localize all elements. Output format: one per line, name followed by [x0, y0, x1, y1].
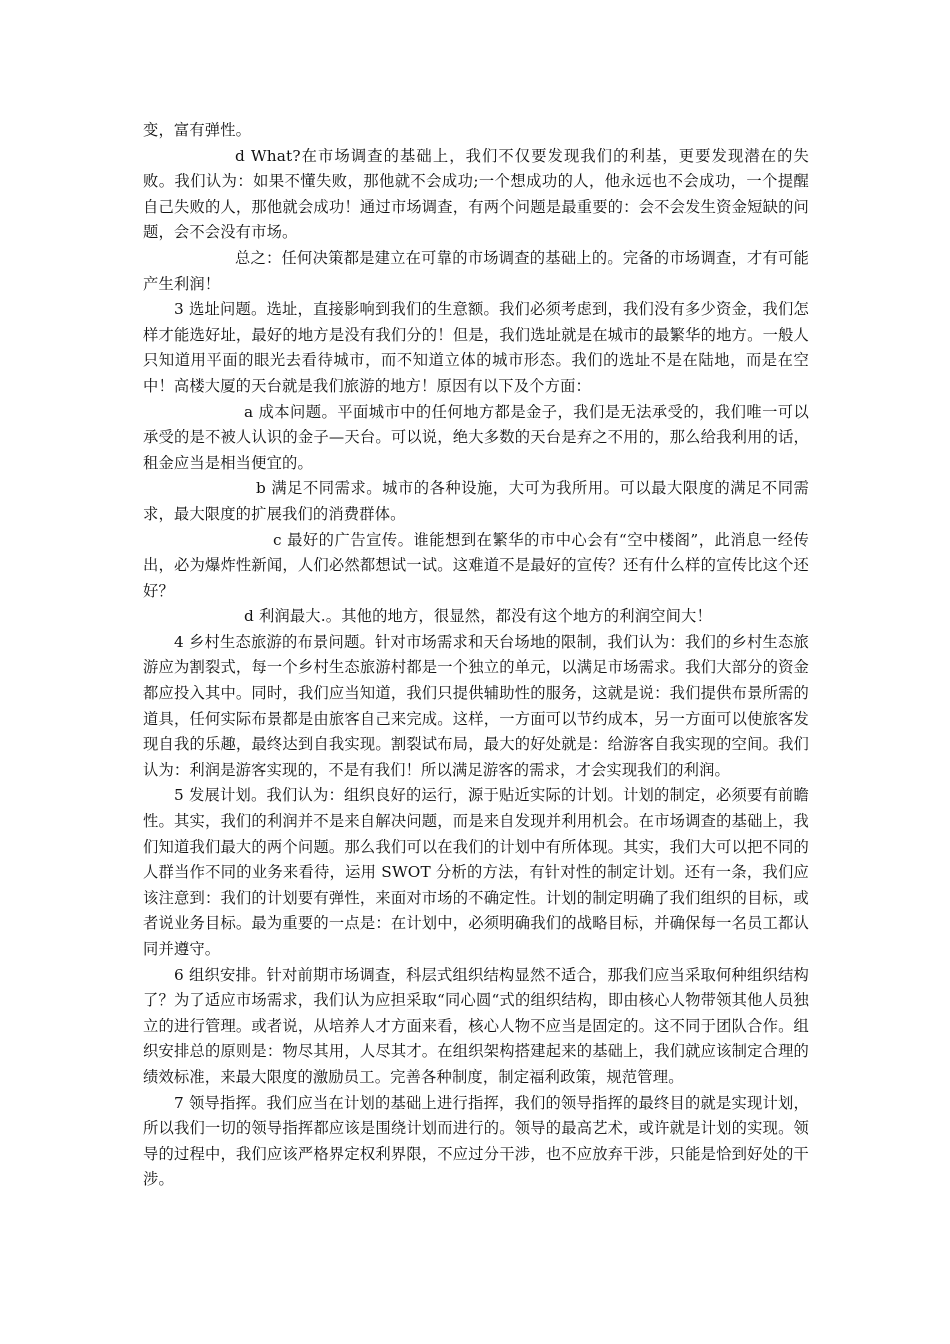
paragraph-rural-layout: 4 乡村生态旅游的布景问题。针对市场需求和天台场地的限制，我们认为：我们的乡村生态旅游应为割裂式，每一个乡村生态旅游村都是一个独立的单元，以满足市场需求。我们大部分的资金都应投入其中。同时，我们应当知道，我们只提供辅助性的服务，这就是说：我们提供布景所需的道具，任何实际布景都是由旅客自己来完成。这样，一方面可以节约成本，另一方面可以使旅客发现自我的乐趣，最终达到自我实现。割裂试布局，最大的好处就是：给游客自我实现的空间。我们认为：利润是游客实现的，不是有我们！所以满足游客的需求，才会实现我们的利润。: [143, 632, 809, 779]
paragraph-cost-issue: a 成本问题。平面城市中的任何地方都是金子，我们是无法承受的，我们唯一可以承受的是不被人认识的金子—天台。可以说，绝大多数的天台是弃之不用的，那么给我利用的话，租金应当是相当便宜的。: [143, 402, 809, 472]
paragraph-leadership: 7 领导指挥。我们应当在计划的基础上进行指挥，我们的领导指挥的最终目的就是实现计划，所以我们一切的领导指挥都应该是围绕计划而进行的。领导的最高艺术，或许就是计划的实现。领导的过程中，我们应该严格界定权利界限，不应过分干涉，也不应放弃干涉，只能是恰到好处的干涉。: [143, 1093, 809, 1189]
paragraph-development-plan: 5 发展计划。我们认为：组织良好的运行，源于贴近实际的计划。计划的制定，必须要有前瞻性。其实，我们的利润并不是来自解决问题，而是来自发现并利用机会。在市场调查的基础上，我们知道我们最大的两个问题。那么我们可以在我们的计划中有所体现。其实，我们大可以把不同的人群当作不同的业务来看待，运用 SWOT 分析的方法，有针对性的制定计划。还有一条，我们应该注意到：我们的计划要有弹性，来面对市场的不确定性。计划的制定明确了我们组织的目标，或者说业务目标。最为重要的一点是：在计划中，必须明确我们的战略目标，并确保每一名员工都认同并遵守。: [143, 786, 809, 958]
paragraph-max-profit: d 利润最大.。其他的地方，很显然，都没有这个地方的利润空间大！: [244, 607, 712, 626]
paragraph-site-selection: 3 选址问题。选址，直接影响到我们的生意额。我们必须考虑到，我们没有多少资金，我们怎样才能选好址，最好的地方是没有我们分的！但是，我们选址就是在城市的最繁华的地方。一般人只知道用平面的眼光去看待城市，而不知道立体的城市形态。我们的选址不是在陆地，而是在空中！高楼大厦的天台就是我们旅游的地方！原因有以下及个方面：: [143, 300, 809, 395]
paragraph-summary: 总之：任何决策都是建立在可靠的市场调查的基础上的。完备的市场调查，才有可能产生利润！: [143, 248, 809, 293]
paragraph-advertising: c 最好的广告宣传。谁能想到在繁华的市中心会有“空中楼阁”，此消息一经传出，必为爆炸性新闻，人们必然都想试一试。这难道不是最好的宣传？还有什么样的宣传比这个还好？: [143, 530, 809, 600]
paragraph-meet-needs: b 满足不同需求。城市的各种设施，大可为我所用。可以最大限度的满足不同需求，最大限度的扩展我们的消费群体。: [143, 479, 809, 523]
paragraph-continuation: 变，富有弹性。: [143, 121, 252, 139]
paragraph-d-what: d What?在市场调查的基础上，我们不仅要发现我们的利基，更要发现潜在的失败。我们认为：如果不懂失败，那他就不会成功;一个想成功的人，他永远也不会成功，一个提醒自己失败的人，那他就会成功！通过市场调查，有两个问题是最重要的：会不会发生资金短缺的问题，会不会没有市场。: [143, 146, 809, 242]
paragraph-organization: 6 组织安排。针对前期市场调查，科层式组织结构显然不适合，那我们应当采取何种组织结构了？为了适应市场需求，我们认为应担采取“同心圆“式的组织结构，即由核心人物带领其他人员独立的进行管理。或者说，从培养人才方面来看，核心人物不应当是固定的。这不同于团队合作。组织安排总的原则是：物尽其用，人尽其才。在组织架构搭建起来的基础上，我们就应该制定合理的绩效标准，来最大限度的激励员工。完善各种制度，制定福利政策，规范管理。: [143, 965, 809, 1086]
document-body: [143, 118, 809, 1193]
